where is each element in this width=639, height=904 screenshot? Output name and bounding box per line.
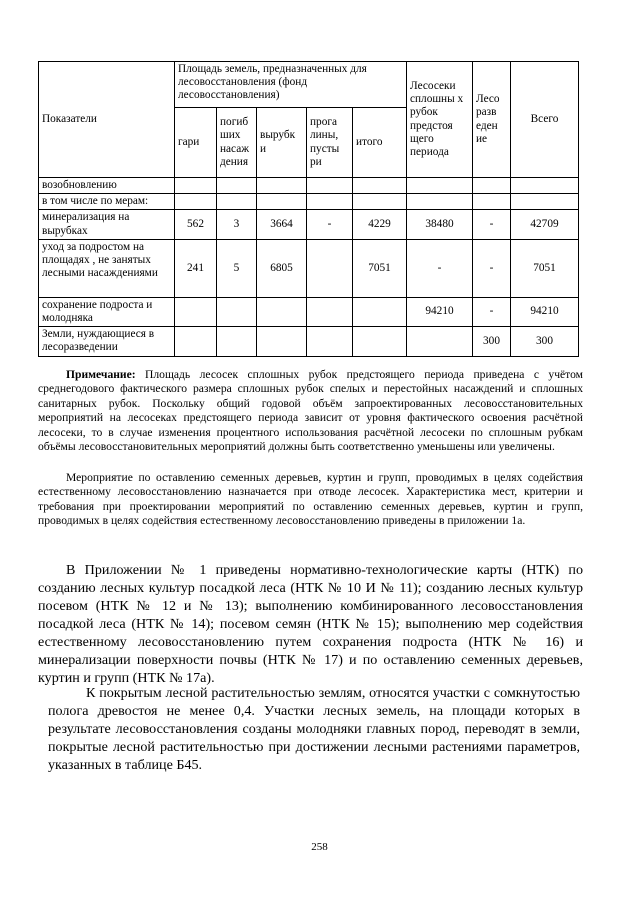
body-paragraph-1: В Приложении № 1 приведены нормативно-технологические карты (НТК) по созданию лесных культур посадкой леса (НТК № 10 И № 11); созданию лесных культур посевом (НТК № 12 и № 13); выполнению комбинированного лесовосстановления посадкой леса (НТК № 14); посевом семян (НТК № 15); выполнению мер содействия естественному лесовосстановлению путем сохранения подроста (НТК № 16) и минерализации поверхности почвы (НТК № 17) и по оставлению семенных деревьев, куртин и групп (НТК № 17а). [38,562,583,686]
header-indicators: Показатели [39,62,175,178]
cell-value: 94210 [511,297,579,326]
cell-value: - [473,297,511,326]
cell-value: 7051 [511,239,579,297]
note-paragraph [38,368,583,454]
row-label: сохранение подроста и молодняка [39,297,175,326]
cell-value: 6805 [257,239,307,297]
table-row [39,297,579,326]
cell-value: - [473,239,511,297]
row-label: минерализация на вырубках [39,210,175,239]
cell-value: 562 [175,210,217,239]
cell-value: 300 [511,327,579,356]
header-glades: прога лины, пусты ри [307,108,353,178]
page-number: 258 [311,841,328,853]
body-paragraph-2: К покрытым лесной растительностью землям, относятся участки с сомкнутостью полога древостоя не менее 0,4. Участки лесных земель, на площади которых в результате лесовосстановления созданы молодняки главных пород, переводят в земли, покрытые лесной растительностью при достижении лесными растениями параметров, указанных в таблице Б45. [48,685,580,773]
row-label: Земли, нуждающиеся в лесоразведении [39,327,175,356]
reforestation-table [38,61,579,357]
cell-value: 94210 [407,297,473,326]
cell-value: 5 [217,239,257,297]
cell-value [307,239,353,297]
row-label: возобновлению [39,178,175,194]
cell-value: 300 [473,327,511,356]
header-total: итого [353,108,407,178]
header-burns: гари [175,108,217,178]
header-afforestation: Лесо разв еден ие [473,62,511,178]
cell-value: 38480 [407,210,473,239]
row-label: в том числе по мерам: [39,194,175,210]
header-clearings: вырубк и [257,108,307,178]
header-cutting-areas: Лесосеки сплошны х рубок предстоя щего периода [407,62,473,178]
row-label: уход за подростом на площадях , не занятых лесными насаждениями [39,239,175,297]
cell-value: 7051 [353,239,407,297]
note-text: Площадь лесосек сплошных рубок предстоящего периода приведена с учётом среднегодового фактического размера сплошных рубок спелых и перестойных насаждений и сплошных санитарных рубок. Поскольку общий годовой объём запроектированных лесовосстановительных мероприятий на лесосеках предстоящего периода зависит от уровня фактического освоения расчётной лесосеки, то в случае изменения процентного использования расчётной лесосеки по сплошным рубкам объёмы лесовосстановительных мероприятий должны быть соответственно уменьшены или увеличены. [38,368,583,454]
cell-value: 3664 [257,210,307,239]
cell-value: - [307,210,353,239]
cell-value: - [407,239,473,297]
table-row [39,327,579,356]
note-label: Примечание: [66,368,136,381]
cell-value: - [473,210,511,239]
cell-value: 4229 [353,210,407,239]
cell-value: 42709 [511,210,579,239]
header-grand-total: Всего [511,62,579,178]
note-paragraph-2: Мероприятие по оставлению семенных деревьев, куртин и групп, проводимых в целях содействия естественному лесовосстановлению назначается при отводе лесосек. Характеристика мест, критерии и требования при проектировании мероприятий по оставлению семенных деревьев, куртин и групп, проводимых в целях содействия естественному лесовосстановлению приведены в приложении 1а. [38,471,583,528]
header-area-group: Площадь земель, предназначенных для лесовосстановления (фонд лесовосстановления) [175,62,407,108]
cell-value: 3 [217,210,257,239]
table-row [39,178,579,194]
table-row [39,210,579,239]
header-dead-stands: погиб ших насаж дения [217,108,257,178]
table-row [39,239,579,297]
cell-value: 241 [175,239,217,297]
table-row [39,194,579,210]
